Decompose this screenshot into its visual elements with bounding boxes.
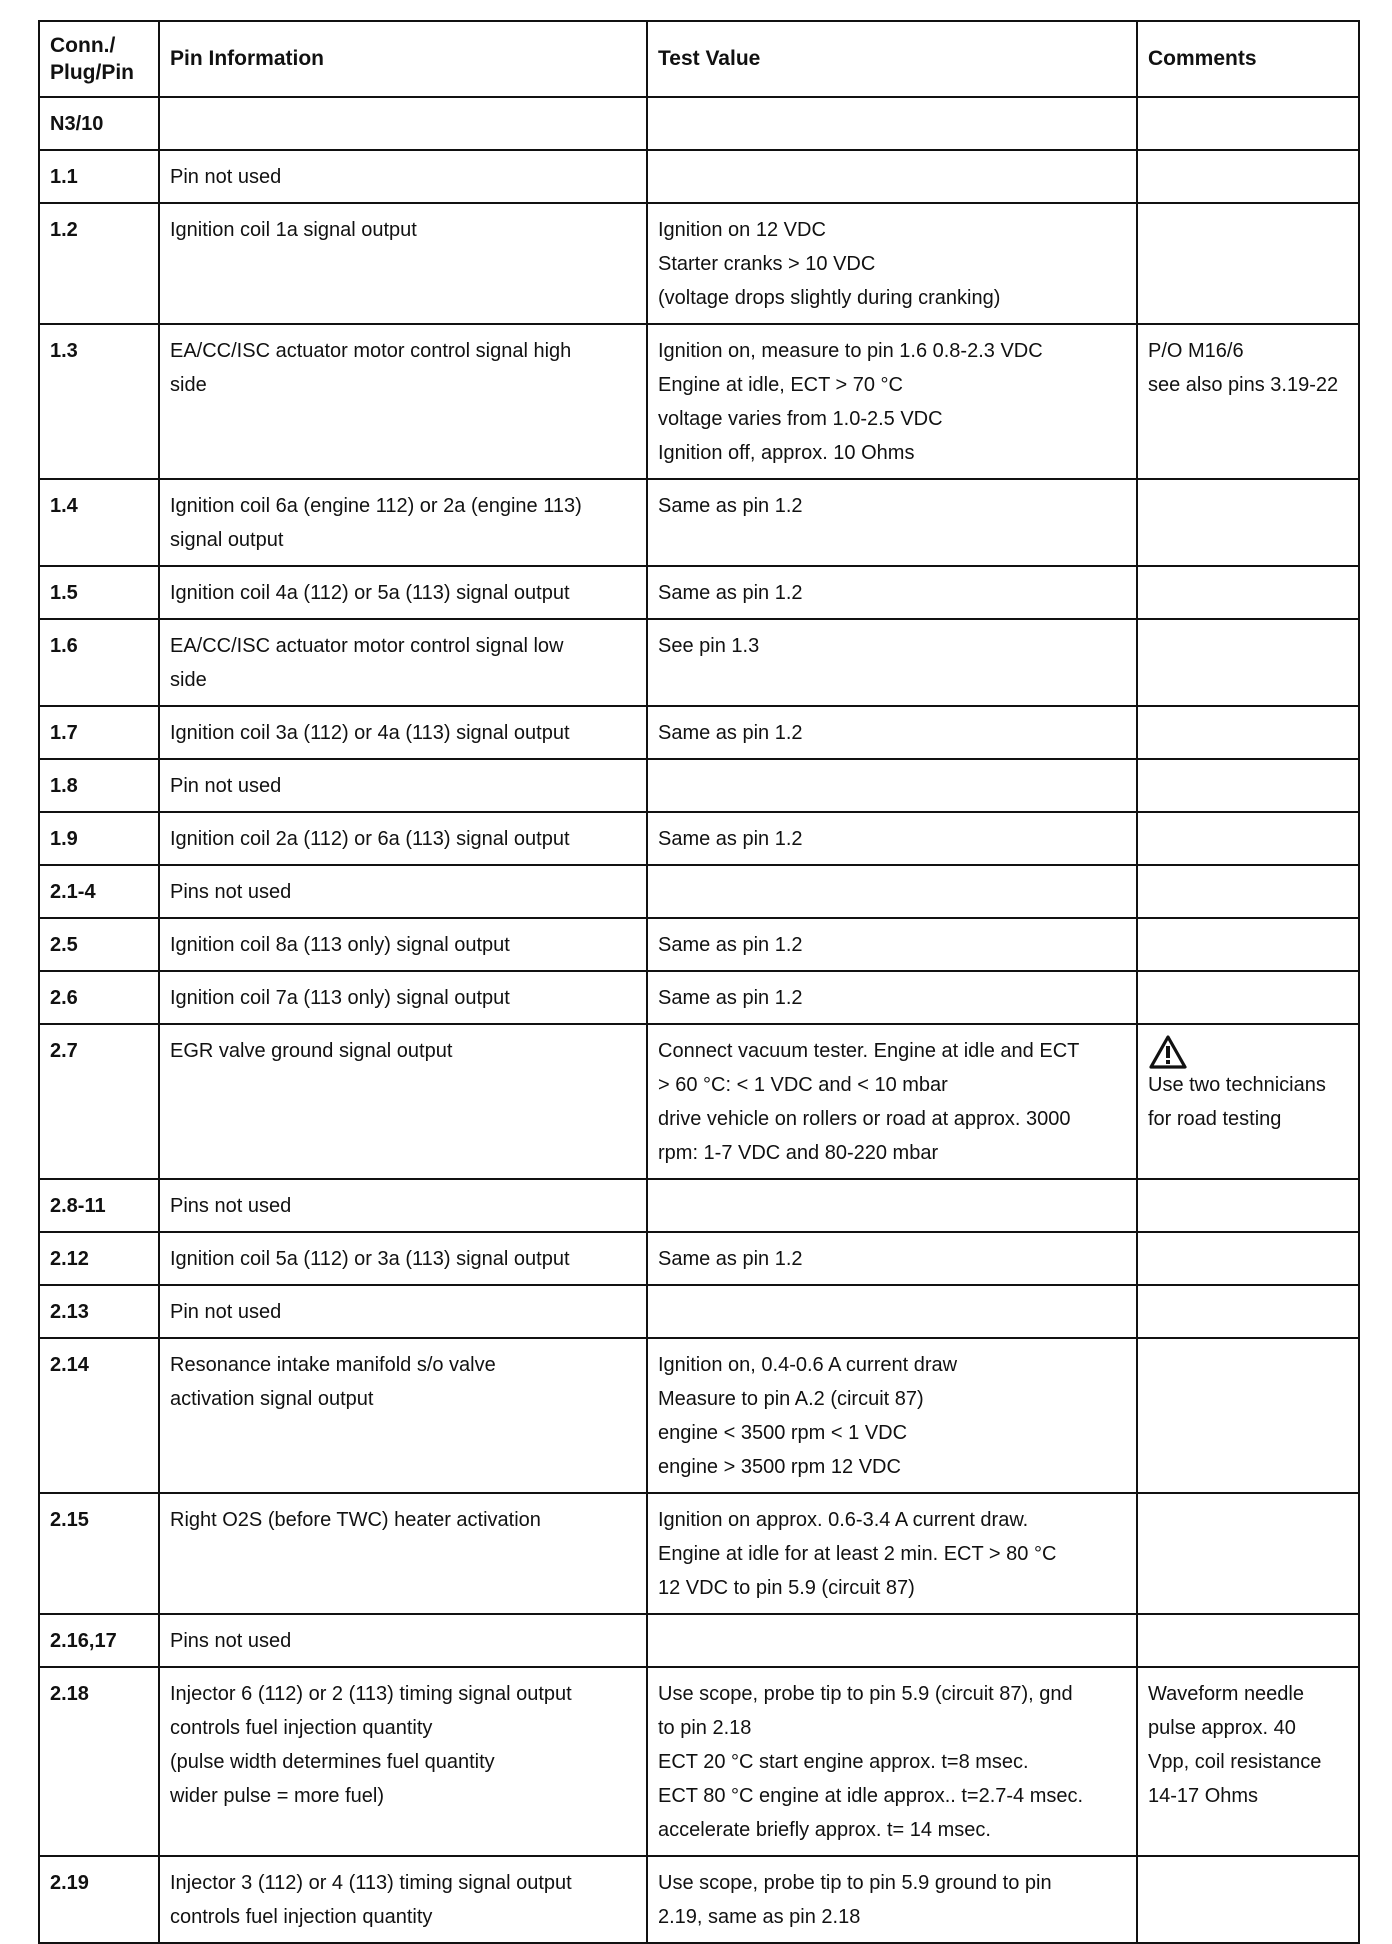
cell-comments [1137, 1024, 1359, 1179]
cell-pin-information [159, 1285, 647, 1338]
pin-info-line: Ignition coil 1a signal output [170, 219, 417, 241]
test-value-line: engine < 3500 rpm < 1 VDC [658, 1422, 908, 1444]
cell-pin-information [159, 1667, 647, 1856]
pin-info-line: Injector 3 (112) or 4 (113) timing signal output [170, 1872, 572, 1894]
cell-comments [1137, 1493, 1359, 1614]
test-value-line: rpm: 1-7 VDC and 80-220 mbar [658, 1142, 939, 1164]
test-value-line: drive vehicle on rollers or road at approx. 3000 [658, 1108, 1071, 1130]
cell-test-value [647, 865, 1137, 918]
test-value-line: accelerate briefly approx. t= 14 msec. [658, 1819, 991, 1841]
table-row [39, 479, 1359, 566]
comments-line: 14-17 Ohms [1148, 1785, 1259, 1807]
comments-line: Use two technicians [1148, 1074, 1326, 1096]
cell-pin-information [159, 865, 647, 918]
cell-conn-plug-pin: 1.3 [39, 324, 159, 479]
table-row [39, 971, 1359, 1024]
test-value-line: 12 VDC to pin 5.9 (circuit 87) [658, 1577, 915, 1599]
test-value-line: Use scope, probe tip to pin 5.9 ground to pin [658, 1872, 1052, 1894]
cell-conn-plug-pin: 1.7 [39, 706, 159, 759]
cell-comments [1137, 1667, 1359, 1856]
cell-comments [1137, 1614, 1359, 1667]
test-value-line: > 60 °C: < 1 VDC and < 10 mbar [658, 1074, 948, 1096]
cell-test-value [647, 479, 1137, 566]
cell-comments [1137, 1179, 1359, 1232]
cell-test-value [647, 324, 1137, 479]
cell-conn-plug-pin: 2.1-4 [39, 865, 159, 918]
test-value-line: Same as pin 1.2 [658, 582, 803, 604]
table-row [39, 918, 1359, 971]
pin-info-line: Pin not used [170, 166, 282, 188]
table-row [39, 1024, 1359, 1179]
pin-info-line: controls fuel injection quantity [170, 1906, 433, 1928]
test-value-line: Ignition off, approx. 10 Ohms [658, 442, 915, 464]
table-row [39, 203, 1359, 324]
test-value-line: See pin 1.3 [658, 635, 760, 657]
cell-conn-plug-pin: 1.9 [39, 812, 159, 865]
cell-conn-plug-pin: 1.5 [39, 566, 159, 619]
test-value-line: to pin 2.18 [658, 1717, 752, 1739]
test-value-line: (voltage drops slightly during cranking) [658, 287, 1001, 309]
cell-comments [1137, 918, 1359, 971]
pin-info-line: Injector 6 (112) or 2 (113) timing signal output [170, 1683, 572, 1705]
test-value-line: Starter cranks > 10 VDC [658, 253, 876, 275]
cell-conn-plug-pin: 1.2 [39, 203, 159, 324]
header-test-value: Test Value [647, 21, 1137, 97]
test-value-line: Same as pin 1.2 [658, 828, 803, 850]
cell-pin-information [159, 1232, 647, 1285]
cell-comments [1137, 759, 1359, 812]
table-row [39, 619, 1359, 706]
cell-pin-information [159, 566, 647, 619]
pin-info-line: Pins not used [170, 1630, 292, 1652]
pin-info-line: wider pulse = more fuel) [170, 1785, 384, 1807]
cell-pin-information [159, 971, 647, 1024]
pin-info-line: Ignition coil 8a (113 only) signal output [170, 934, 510, 956]
cell-conn-plug-pin: 2.8-11 [39, 1179, 159, 1232]
header-row [39, 21, 1359, 97]
test-value-line: voltage varies from 1.0-2.5 VDC [658, 408, 943, 430]
test-value-line: Engine at idle for at least 2 min. ECT > 80 °C [658, 1543, 1057, 1565]
cell-conn-plug-pin: 2.7 [39, 1024, 159, 1179]
test-value-line: Use scope, probe tip to pin 5.9 (circuit 87), gnd [658, 1683, 1073, 1705]
test-value-line: Connect vacuum tester. Engine at idle and ECT [658, 1040, 1080, 1062]
warning-triangle-icon [1148, 1034, 1188, 1070]
cell-pin-information [159, 1493, 647, 1614]
test-value-line: Ignition on 12 VDC [658, 219, 826, 241]
table-row [39, 97, 1359, 150]
cell-pin-information [159, 619, 647, 706]
test-value-line: Same as pin 1.2 [658, 1248, 803, 1270]
pin-info-line: Ignition coil 3a (112) or 4a (113) signal output [170, 722, 570, 744]
test-value-line: engine > 3500 rpm 12 VDC [658, 1456, 901, 1478]
cell-comments [1137, 1856, 1359, 1943]
table-row [39, 1856, 1359, 1943]
pin-info-line: signal output [170, 529, 284, 551]
test-value-line: ECT 80 °C engine at idle approx.. t=2.7-4 msec. [658, 1785, 1084, 1807]
cell-comments [1137, 479, 1359, 566]
cell-comments [1137, 97, 1359, 150]
cell-conn-plug-pin: 2.12 [39, 1232, 159, 1285]
cell-comments [1137, 865, 1359, 918]
cell-test-value [647, 1285, 1137, 1338]
cell-comments [1137, 619, 1359, 706]
pinout-table-sheet [38, 20, 1358, 1944]
pin-info-line: activation signal output [170, 1388, 374, 1410]
cell-pin-information [159, 97, 647, 150]
cell-conn-plug-pin: 2.16,17 [39, 1614, 159, 1667]
pin-info-line: Ignition coil 2a (112) or 6a (113) signal output [170, 828, 570, 850]
pin-info-line: Pin not used [170, 775, 282, 797]
cell-test-value [647, 619, 1137, 706]
cell-test-value [647, 971, 1137, 1024]
comments-line: P/O M16/6 [1148, 340, 1244, 362]
test-value-line: 2.19, same as pin 2.18 [658, 1906, 861, 1928]
table-row [39, 1614, 1359, 1667]
cell-pin-information [159, 1024, 647, 1179]
cell-pin-information [159, 1338, 647, 1493]
table-row [39, 706, 1359, 759]
cell-test-value [647, 1338, 1137, 1493]
cell-conn-plug-pin: N3/10 [39, 97, 159, 150]
cell-conn-plug-pin: 2.13 [39, 1285, 159, 1338]
pin-info-line: side [170, 669, 207, 691]
table-row [39, 1493, 1359, 1614]
comments-line: see also pins 3.19-22 [1148, 374, 1339, 396]
header-pin-information: Pin Information [159, 21, 647, 97]
cell-pin-information [159, 1614, 647, 1667]
cell-conn-plug-pin: 1.4 [39, 479, 159, 566]
cell-pin-information [159, 1856, 647, 1943]
cell-conn-plug-pin: 1.1 [39, 150, 159, 203]
test-value-line: Same as pin 1.2 [658, 934, 803, 956]
cell-conn-plug-pin: 2.6 [39, 971, 159, 1024]
cell-test-value [647, 706, 1137, 759]
pin-info-line: Ignition coil 5a (112) or 3a (113) signal output [170, 1248, 570, 1270]
table-row [39, 865, 1359, 918]
cell-pin-information [159, 150, 647, 203]
cell-comments [1137, 971, 1359, 1024]
cell-pin-information [159, 203, 647, 324]
test-value-line: Measure to pin A.2 (circuit 87) [658, 1388, 924, 1410]
table-row [39, 1338, 1359, 1493]
cell-pin-information [159, 812, 647, 865]
cell-test-value [647, 566, 1137, 619]
table-row [39, 566, 1359, 619]
test-value-line: Same as pin 1.2 [658, 495, 803, 517]
pin-info-line: Pins not used [170, 881, 292, 903]
comments-line: for road testing [1148, 1108, 1282, 1130]
test-value-line: ECT 20 °C start engine approx. t=8 msec. [658, 1751, 1029, 1773]
header-comments: Comments [1137, 21, 1359, 97]
pin-info-line: Pins not used [170, 1195, 292, 1217]
pin-info-line: (pulse width determines fuel quantity [170, 1751, 495, 1773]
pin-info-line: Ignition coil 4a (112) or 5a (113) signal output [170, 582, 570, 604]
cell-conn-plug-pin: 1.6 [39, 619, 159, 706]
pin-info-line: EGR valve ground signal output [170, 1040, 453, 1062]
pin-info-line: Right O2S (before TWC) heater activation [170, 1509, 541, 1531]
cell-pin-information [159, 918, 647, 971]
table-row [39, 1232, 1359, 1285]
comments-line: Vpp, coil resistance [1148, 1751, 1322, 1773]
pinout-table [38, 20, 1360, 1944]
cell-comments [1137, 812, 1359, 865]
header-conn-plug-pin: Conn./ Plug/Pin [39, 21, 159, 97]
cell-pin-information [159, 1179, 647, 1232]
table-row [39, 812, 1359, 865]
cell-comments [1137, 150, 1359, 203]
cell-test-value [647, 1179, 1137, 1232]
cell-comments [1137, 566, 1359, 619]
cell-test-value [647, 1024, 1137, 1179]
cell-test-value [647, 918, 1137, 971]
cell-test-value [647, 1856, 1137, 1943]
cell-test-value [647, 1667, 1137, 1856]
cell-conn-plug-pin: 2.14 [39, 1338, 159, 1493]
cell-pin-information [159, 759, 647, 812]
cell-pin-information [159, 706, 647, 759]
pin-info-line: side [170, 374, 207, 396]
cell-test-value [647, 97, 1137, 150]
cell-conn-plug-pin: 1.8 [39, 759, 159, 812]
test-value-line: Ignition on, measure to pin 1.6 0.8-2.3 VDC [658, 340, 1043, 362]
cell-test-value [647, 150, 1137, 203]
table-row [39, 324, 1359, 479]
table-row [39, 759, 1359, 812]
comments-line: pulse approx. 40 [1148, 1717, 1296, 1739]
cell-comments [1137, 706, 1359, 759]
cell-comments [1137, 203, 1359, 324]
cell-test-value [647, 1493, 1137, 1614]
table-row [39, 1667, 1359, 1856]
cell-pin-information [159, 324, 647, 479]
cell-test-value [647, 1232, 1137, 1285]
table-row [39, 1179, 1359, 1232]
cell-conn-plug-pin: 2.15 [39, 1493, 159, 1614]
pin-info-line: EA/CC/ISC actuator motor control signal low [170, 635, 564, 657]
cell-test-value [647, 812, 1137, 865]
test-value-line: Ignition on approx. 0.6-3.4 A current draw. [658, 1509, 1029, 1531]
cell-comments [1137, 324, 1359, 479]
cell-comments [1137, 1338, 1359, 1493]
cell-conn-plug-pin: 2.18 [39, 1667, 159, 1856]
pin-info-line: Pin not used [170, 1301, 282, 1323]
pin-info-line: Resonance intake manifold s/o valve [170, 1354, 496, 1376]
cell-conn-plug-pin: 2.19 [39, 1856, 159, 1943]
pin-info-line: Ignition coil 7a (113 only) signal output [170, 987, 510, 1009]
table-row [39, 1285, 1359, 1338]
cell-test-value [647, 203, 1137, 324]
pin-info-line: controls fuel injection quantity [170, 1717, 433, 1739]
cell-comments [1137, 1285, 1359, 1338]
pin-info-line: EA/CC/ISC actuator motor control signal high [170, 340, 572, 362]
test-value-line: Same as pin 1.2 [658, 987, 803, 1009]
table-row [39, 150, 1359, 203]
cell-test-value [647, 759, 1137, 812]
test-value-line: Same as pin 1.2 [658, 722, 803, 744]
test-value-line: Ignition on, 0.4-0.6 A current draw [658, 1354, 958, 1376]
comments-line: Waveform needle [1148, 1683, 1304, 1705]
pin-info-line: Ignition coil 6a (engine 112) or 2a (engine 113) [170, 495, 582, 517]
table-body [39, 97, 1359, 1943]
cell-conn-plug-pin: 2.5 [39, 918, 159, 971]
cell-comments [1137, 1232, 1359, 1285]
test-value-line: Engine at idle, ECT > 70 °C [658, 374, 903, 396]
cell-pin-information [159, 479, 647, 566]
cell-test-value [647, 1614, 1137, 1667]
